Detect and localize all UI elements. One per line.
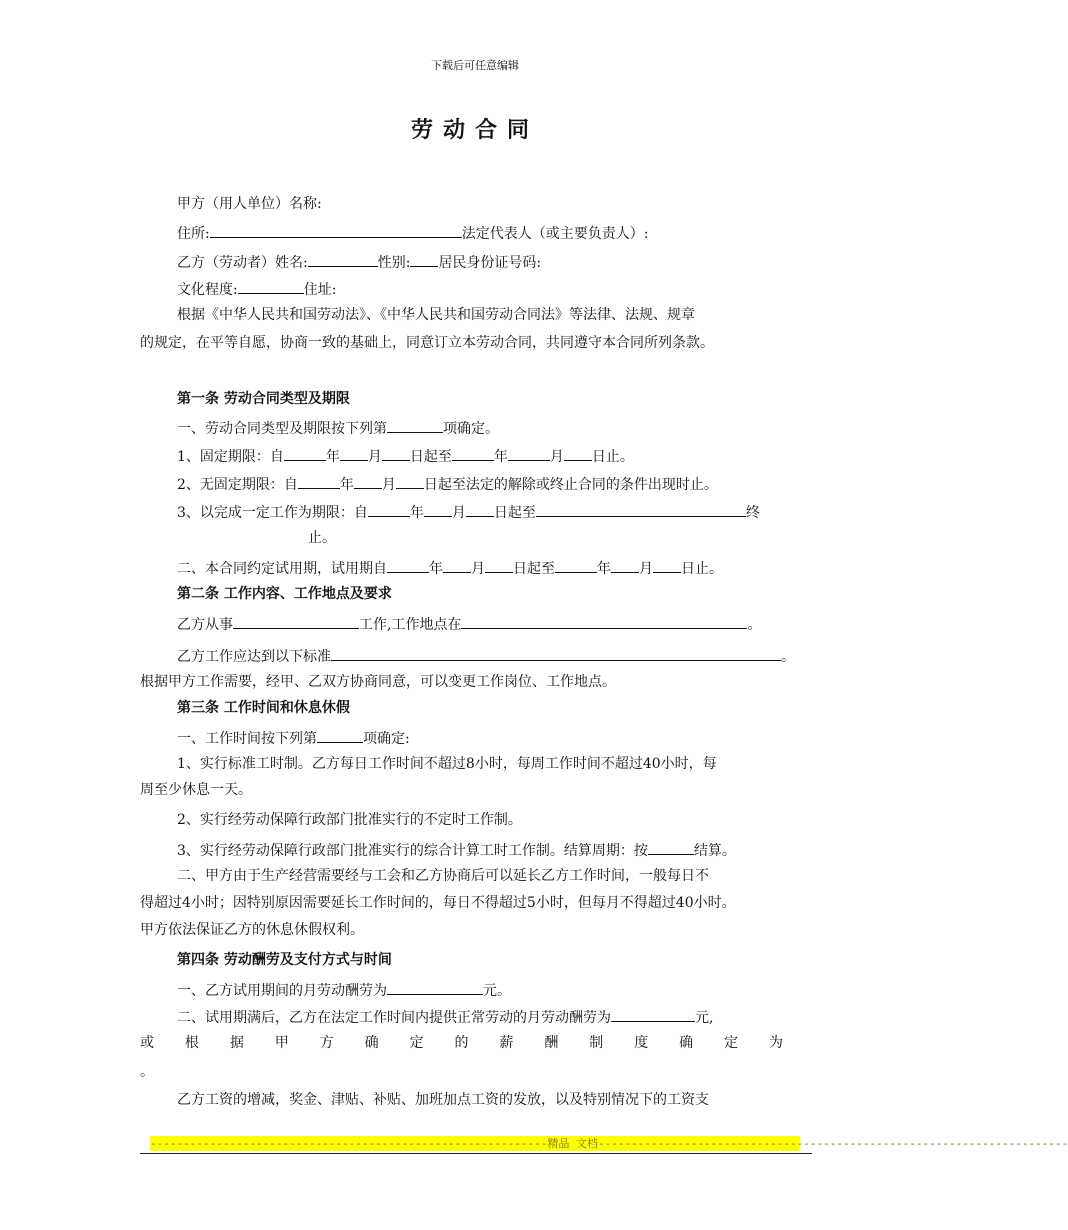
article-2-para-1 bbox=[140, 612, 812, 635]
article-1-item-3 bbox=[140, 500, 812, 523]
text: 一、乙方试用期间的月劳动酬劳为 bbox=[177, 983, 387, 999]
text: 月 bbox=[639, 561, 653, 577]
text: 2、无固定期限：自 bbox=[177, 477, 298, 493]
document-title: 劳动合同 bbox=[410, 117, 539, 143]
day-blank[interactable] bbox=[466, 500, 494, 517]
year-blank[interactable] bbox=[368, 500, 410, 517]
day-blank[interactable] bbox=[653, 556, 681, 573]
text: 工作,工作地点在 bbox=[359, 617, 462, 633]
text: 。 bbox=[747, 617, 762, 633]
name-blank[interactable] bbox=[308, 250, 378, 267]
monthly-pay-blank[interactable] bbox=[611, 1005, 695, 1022]
standard-blank[interactable] bbox=[331, 644, 781, 661]
education-label: 文化程度: bbox=[177, 282, 238, 298]
address-blank[interactable] bbox=[210, 221, 462, 238]
text: 月 bbox=[471, 561, 485, 577]
text: 年 bbox=[325, 449, 340, 465]
month-blank[interactable] bbox=[424, 500, 452, 517]
article-3-item-1-line-1: 1、实行标准工时制。乙方每日工作时间不超过8小时，每周工作时间不超过40小时，每 bbox=[177, 756, 717, 772]
day-blank[interactable] bbox=[485, 556, 513, 573]
year-blank[interactable] bbox=[387, 556, 429, 573]
month-blank[interactable] bbox=[611, 556, 639, 573]
task-end-blank[interactable] bbox=[536, 500, 746, 517]
article-4-title: 第四条 劳动酬劳及支付方式与时间 bbox=[177, 952, 392, 968]
text: 项确定。 bbox=[443, 421, 499, 437]
education-line bbox=[140, 277, 812, 300]
probation-pay-blank[interactable] bbox=[387, 978, 483, 995]
id-number-label: 居民身份证号码: bbox=[438, 255, 542, 271]
text: 元。 bbox=[483, 983, 511, 999]
text: 一、劳动合同类型及期限按下列第 bbox=[177, 421, 387, 437]
job-blank[interactable] bbox=[233, 612, 359, 629]
text: 结算。 bbox=[693, 843, 736, 859]
article-1-para-1 bbox=[140, 416, 812, 439]
article-4-para-2-line-3: 。 bbox=[140, 1064, 154, 1080]
text: 年 bbox=[597, 561, 611, 577]
day-blank[interactable] bbox=[382, 444, 410, 461]
article-3-item-1-line-2: 周至少休息一天。 bbox=[140, 782, 252, 798]
text: 月 bbox=[549, 449, 564, 465]
text: 年 bbox=[493, 449, 508, 465]
home-address-label: 住址: bbox=[303, 282, 337, 298]
article-4-para-2-line-2: 或根据甲方确定的薪酬制度确定为 bbox=[140, 1035, 812, 1051]
year-blank[interactable] bbox=[284, 444, 326, 461]
preamble-line-2: 的规定，在平等自愿，协商一致的基础上，同意订立本劳动合同，共同遵守本合同所列条款。 bbox=[140, 335, 714, 351]
month-blank[interactable] bbox=[354, 472, 382, 489]
text: 终 bbox=[745, 505, 760, 521]
text: 元, bbox=[695, 1010, 714, 1026]
text: 二、本合同约定试用期，试用期自 bbox=[177, 561, 387, 577]
month-blank[interactable] bbox=[340, 444, 368, 461]
text: 月 bbox=[381, 477, 396, 493]
article-2-title: 第二条 工作内容、工作地点及要求 bbox=[177, 586, 392, 602]
text: 项确定: bbox=[363, 731, 410, 747]
text: 乙方从事 bbox=[177, 617, 233, 633]
text: 日起至法定的解除或终止合同的条件出现时止。 bbox=[423, 477, 718, 493]
year-blank[interactable] bbox=[555, 556, 597, 573]
text: 月 bbox=[367, 449, 382, 465]
year-blank[interactable] bbox=[298, 472, 340, 489]
settlement-blank[interactable] bbox=[648, 838, 694, 855]
text: 日起至 bbox=[409, 449, 452, 465]
party-b-line bbox=[140, 250, 812, 273]
address-line bbox=[140, 221, 812, 244]
article-3-para-2-line-2: 得超过4小时；因特别原因需要延长工作时间的，每日不得超过5小时，但每月不得超过40小时。 bbox=[140, 895, 736, 911]
text: 1、固定期限：自 bbox=[177, 449, 284, 465]
text: 日起至 bbox=[513, 561, 555, 577]
work-hours-blank[interactable] bbox=[317, 726, 363, 743]
article-4-para-2 bbox=[140, 1005, 812, 1028]
text: 乙方工作应达到以下标准 bbox=[177, 649, 331, 665]
location-blank[interactable] bbox=[461, 612, 747, 629]
article-3-item-2: 2、实行经劳动保障行政部门批准实行的不定时工作制。 bbox=[177, 812, 522, 828]
article-2-para-2 bbox=[140, 644, 812, 667]
text: 日止。 bbox=[681, 561, 723, 577]
party-b-label: 乙方（劳动者）姓名: bbox=[177, 255, 308, 271]
day-blank[interactable] bbox=[564, 444, 592, 461]
article-3-para-1 bbox=[140, 726, 812, 749]
gender-blank[interactable] bbox=[410, 250, 438, 267]
representative-label: 法定代表人（或主要负责人）: bbox=[461, 226, 649, 242]
header-note: 下载后可任意编辑 bbox=[431, 59, 519, 72]
article-2-para-3: 根据甲方工作需要，经甲、乙双方协商同意，可以变更工作岗位、工作地点。 bbox=[140, 674, 616, 690]
gender-label: 性别: bbox=[377, 255, 411, 271]
text: 。 bbox=[781, 649, 795, 665]
article-3-title: 第三条 工作时间和休息休假 bbox=[177, 700, 350, 716]
article-3-para-2-line-1: 二、甲方由于生产经营需要经与工会和乙方协商后可以延长乙方工作时间，一般每日不 bbox=[177, 868, 709, 884]
text: 年 bbox=[429, 561, 443, 577]
article-1-title: 第一条 劳动合同类型及期限 bbox=[177, 391, 350, 407]
preamble-line-1: 根据《中华人民共和国劳动法》、《中华人民共和国劳动合同法》等法律、法规、规章 bbox=[177, 307, 695, 323]
text: 3、以完成一定工作为期限：自 bbox=[177, 505, 368, 521]
text: 3、实行经劳动保障行政部门批准实行的综合计算工时工作制。结算周期：按 bbox=[177, 843, 648, 859]
contract-type-blank[interactable] bbox=[387, 416, 443, 433]
text: 年 bbox=[409, 505, 424, 521]
text: 一、工作时间按下列第 bbox=[177, 731, 317, 747]
education-blank[interactable] bbox=[238, 277, 304, 294]
article-1-item-3-cont: 止。 bbox=[308, 530, 336, 546]
text: 月 bbox=[451, 505, 466, 521]
month-blank[interactable] bbox=[508, 444, 550, 461]
article-3-item-3 bbox=[140, 838, 812, 861]
party-a-label: 甲方（用人单位）名称: bbox=[177, 196, 322, 212]
article-4-para-3: 乙方工资的增减，奖金、津贴、补贴、加班加点工资的发放，以及特别情况下的工资支 bbox=[177, 1092, 709, 1108]
month-blank[interactable] bbox=[443, 556, 471, 573]
text: 二、试用期满后，乙方在法定工作时间内提供正常劳动的月劳动酬劳为 bbox=[177, 1010, 611, 1026]
article-3-para-2-line-3: 甲方依法保证乙方的休息休假权利。 bbox=[140, 922, 364, 938]
day-blank[interactable] bbox=[396, 472, 424, 489]
article-1-item-2 bbox=[140, 472, 812, 495]
text: 日起至 bbox=[493, 505, 536, 521]
party-a-line bbox=[140, 194, 812, 214]
year-blank[interactable] bbox=[452, 444, 494, 461]
text: 日止。 bbox=[591, 449, 634, 465]
article-1-para-2 bbox=[140, 556, 812, 579]
footer-rule bbox=[140, 1153, 812, 1154]
footer-banner: ------------------------------------------------------------精品 文档----------------------------------------------------------------------- bbox=[150, 1137, 1068, 1150]
article-4-para-1 bbox=[140, 978, 812, 1001]
text: 年 bbox=[339, 477, 354, 493]
address-label: 住所: bbox=[177, 226, 210, 242]
article-1-item-1 bbox=[140, 444, 812, 467]
